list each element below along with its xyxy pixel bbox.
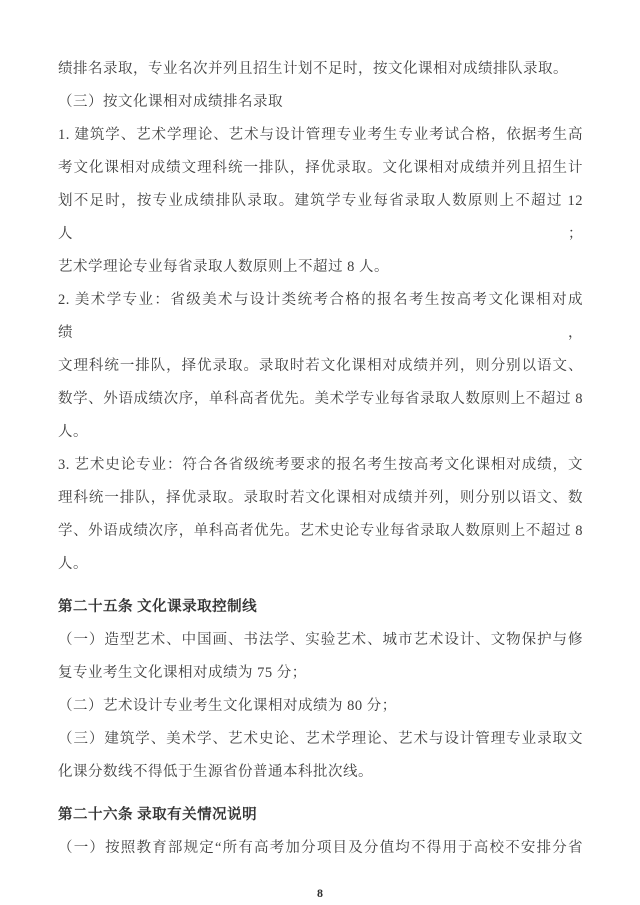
text-line: （三）建筑学、美术学、艺术史论、艺术学理论、艺术与设计管理专业录取文 bbox=[58, 731, 583, 747]
section-heading: 第二十六条 录取有关情况说明 bbox=[58, 807, 258, 823]
text-line: 考文化课相对成绩文理科统一排队，择优录取。文化课相对成绩并列且招生计 bbox=[58, 160, 583, 176]
section-heading: 第二十五条 文化课录取控制线 bbox=[58, 599, 258, 615]
text-line: （一）按照教育部规定“所有高考加分项目及分值均不得用于高校不安排分省 bbox=[58, 840, 583, 856]
text-line: 划不足时，按专业成绩排队录取。建筑学专业每省录取人数原则上不超过 12 人； bbox=[58, 193, 583, 242]
page-number: 8 bbox=[317, 886, 323, 900]
text-line: 1. 建筑学、艺术学理论、艺术与设计管理专业考生专业考试合格，依据考生高 bbox=[58, 127, 583, 143]
text-line: （二）艺术设计专业考生文化课相对成绩为 80 分； bbox=[58, 698, 397, 714]
text-line: 2. 美术学专业：省级美术与设计类统考合格的报名考生按高考文化课相对成绩， bbox=[58, 292, 583, 341]
text-line: 复专业考生文化课相对成绩为 75 分； bbox=[58, 665, 307, 681]
text-line: 绩排名录取，专业名次并列且招生计划不足时，按文化课相对成绩排队录取。 bbox=[58, 61, 568, 77]
text-line: 艺术学理论专业每省录取人数原则上不超过 8 人。 bbox=[58, 259, 389, 275]
text-line: 理科统一排队，择优录取。录取时若文化课相对成绩并列，则分别以语文、数 bbox=[58, 490, 583, 506]
text-line: 文理科统一排队，择优录取。录取时若文化课相对成绩并列，则分别以语文、 bbox=[58, 358, 583, 374]
text-line: 人。 bbox=[58, 556, 88, 572]
text-line: （三）按文化课相对成绩排名录取 bbox=[58, 94, 283, 110]
text-line: 人。 bbox=[58, 424, 88, 440]
text-line: （一）造型艺术、中国画、书法学、实验艺术、城市艺术设计、文物保护与修 bbox=[58, 632, 583, 648]
text-line: 学、外语成绩次序，单科高者优先。艺术史论专业每省录取人数原则上不超过 8 bbox=[58, 523, 583, 539]
text-line: 数学、外语成绩次序，单科高者优先。美术学专业每省录取人数原则上不超过 8 bbox=[58, 391, 583, 407]
text-line: 化课分数线不得低于生源省份普通本科批次线。 bbox=[58, 764, 373, 780]
text-line: 3. 艺术史论专业：符合各省级统考要求的报名考生按高考文化课相对成绩，文 bbox=[58, 457, 583, 473]
